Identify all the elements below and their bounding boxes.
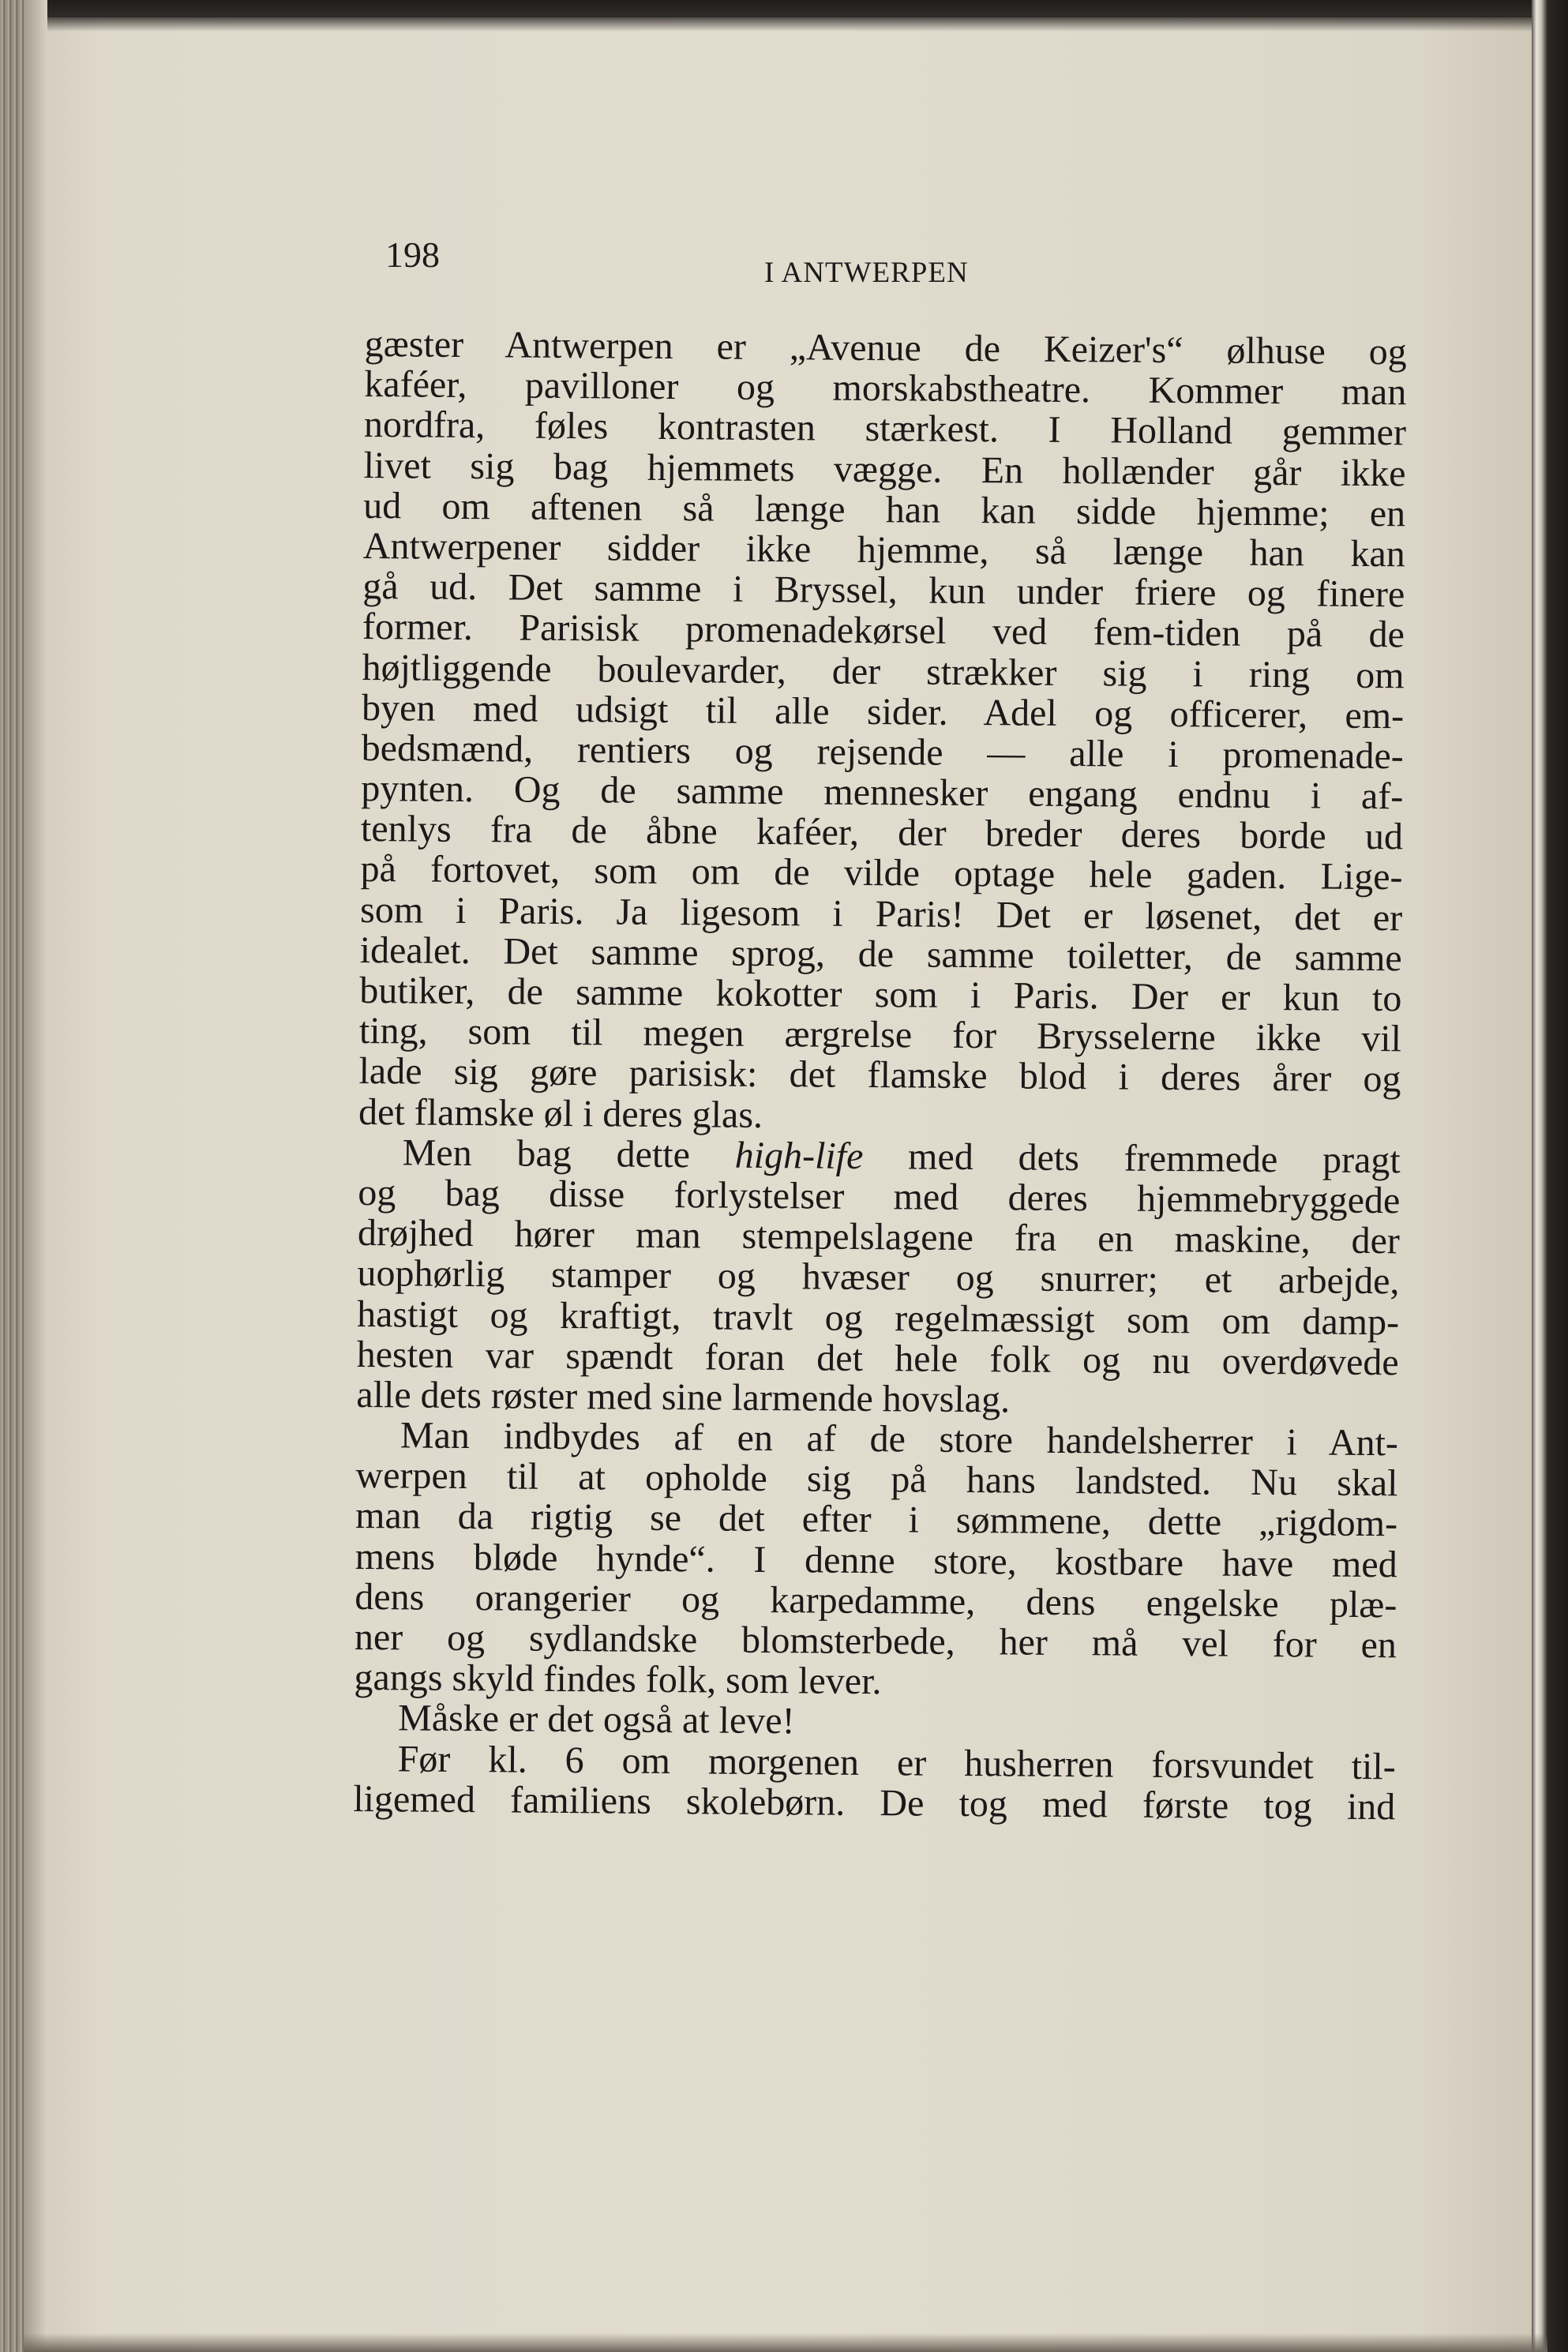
text-line: tenlys fra de åbne kaféer, der breder deres borde ud (360, 808, 1404, 858)
text-line: alle dets røster med sine larmende hovslag. (356, 1373, 1011, 1421)
text-segment: Men bag dette (402, 1131, 735, 1176)
text-line: hesten var spændt foran det hele folk og nu overdøvede (356, 1333, 1399, 1384)
text-segment: med dets fremmede pragt (863, 1135, 1401, 1182)
text-line: ner og sydlandske blomsterbede, her må vel for en (354, 1615, 1397, 1667)
text-line: bedsmænd, rentiers og rejsende — alle i promenade- (361, 726, 1404, 778)
text-line: som i Paris. Ja ligesom i Paris! Det er løsenet, det er (359, 888, 1403, 939)
page-bottom-edge (24, 2333, 1547, 2352)
text-line: og bag disse forlystelser med deres hjemmebryggede (358, 1171, 1401, 1222)
text-line: livet sig bag hjemmets vægge. En hollænder går ikke (363, 444, 1406, 494)
text-line: gæster Antwerpen er „Avenue de Keizer's“ ølhuse og (364, 323, 1407, 373)
text-line: mens bløde hynde“. I denne store, kostbare have med (354, 1535, 1397, 1585)
book-left-page-edges (0, 0, 24, 2352)
text-line: ting, som til megen ærgrelse for Brysselerne ikke vil (358, 1010, 1402, 1060)
text-line: det flamske øl i deres glas. (358, 1090, 763, 1136)
text-line: butiker, de samme kokotter som i Paris. Der er kun to (359, 969, 1402, 1020)
text-line: drøjhed hører man stempelslagene fra en maskine, der (357, 1212, 1401, 1262)
text-line: lade sig gøre parisisk: det flamske blod i deres årer og (358, 1050, 1401, 1101)
text-line: Før kl. 6 om morgenen er husherren forsvundet til- (397, 1737, 1396, 1787)
text-line: Måske er det også at leve! (397, 1697, 795, 1742)
text-line: uophørlig stamper og hvæser og snurrer; et arbejde, (357, 1252, 1400, 1303)
text-line: former. Parisisk promenadekørsel ved fem-tiden på de (362, 606, 1405, 656)
text-line: ud om aftenen så længe han kan sidde hjemme; en (362, 484, 1406, 535)
text-line: man da rigtig se det efter i sømmene, dette „rigdom- (354, 1495, 1398, 1545)
binding-shadow (24, 0, 47, 2352)
text-line: werpen til at opholde sig på hans landsted. Nu skal (355, 1454, 1398, 1505)
page-top-shadow (47, 0, 1532, 32)
book-right-gutter (1532, 0, 1568, 2352)
text-line: Antwerpener sidder ikke hjemme, så længe han kan (362, 524, 1405, 576)
text-line: gangs skyld findes folk, som lever. (354, 1656, 882, 1703)
text-line: Man indbydes af en af de store handelsherrer i Ant- (400, 1414, 1399, 1465)
text-line: kaféer, pavilloner og morskabstheatre. Kommer man (364, 363, 1407, 414)
text-line: dens orangerier og karpedamme, dens engelske plæ- (354, 1575, 1397, 1626)
text-line: gå ud. Det samme i Bryssel, kun under friere og finere (362, 565, 1405, 616)
text-line: byen med udsigt til alle sider. Adel og officerer, em- (361, 686, 1405, 737)
text-line: idealet. Det samme sprog, de samme toiletter, de samme (359, 928, 1402, 980)
running-title: I ANTWERPEN (764, 257, 969, 289)
italic-term: high-life (734, 1134, 864, 1177)
text-line: højtliggende boulevarder, der strækker sig i ring om (362, 646, 1405, 696)
text-line: nordfra, føles kontrasten stærkest. I Holland gemmer (363, 403, 1407, 454)
text-line: pynten. Og de samme mennesker engang endnu i af- (361, 767, 1404, 818)
page-number: 198 (385, 234, 440, 275)
text-line: ligemed familiens skolebørn. De tog med første tog ind (353, 1777, 1396, 1829)
body-text (353, 324, 1407, 1827)
running-head (385, 235, 1412, 291)
text-line: på fortovet, som om de vilde optage hele gaden. Lige- (360, 848, 1403, 898)
text-line: hastigt og kraftigt, travlt og regelmæssigt som om damp- (356, 1292, 1400, 1343)
